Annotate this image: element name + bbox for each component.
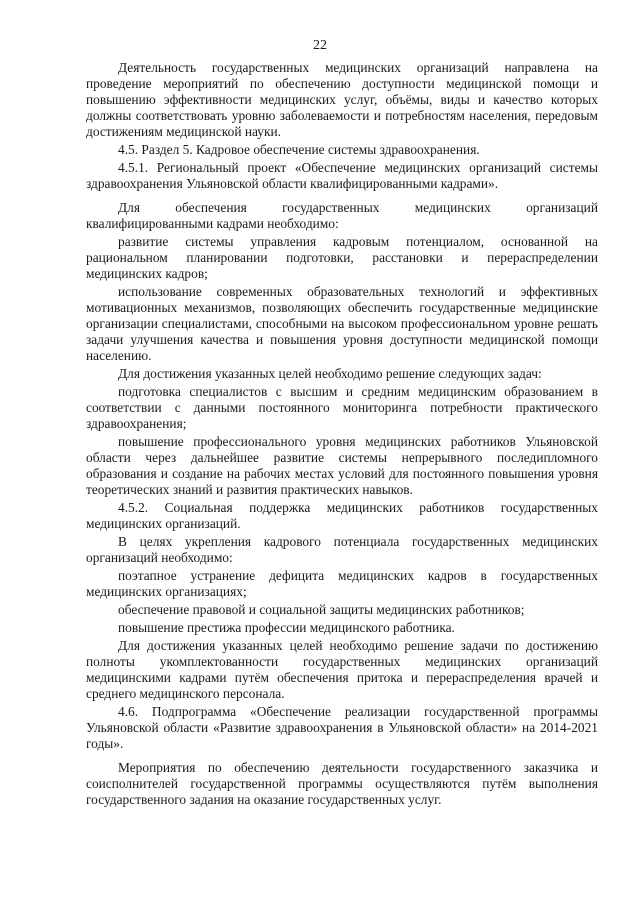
paragraph: Для достижения указанных целей необходимо решение задачи по достижению полноты укомплектованности государственных медицинских организаций медицинскими кадрами путём обеспечения притока и перераспределения врачей и среднего медицинского персонала. [86,638,598,701]
paragraph: Деятельность государственных медицинских организаций направлена на проведение мероприятий по обеспечению доступности медицинской помощи и повышению эффективности медицинских услуг, объёмы, виды и качество которых должны соответствовать уровню заболеваемости и потребностям населения, передовым достижениям медицинской науки. [86,60,598,139]
paragraph: Мероприятия по обеспечению деятельности государственного заказчика и соисполнителей государственной программы осуществляются путём выполнения государственного задания на оказание государственных услуг. [86,760,598,807]
list-item: повышение престижа профессии медицинского работника. [118,620,455,635]
section-heading: 4.6. Подпрограмма «Обеспечение реализации государственной программы Ульяновской области «Развитие здравоохранения в Ульяновской области» на 2014-2021 годы». [86,704,598,751]
subsection-heading: 4.5.1. Региональный проект «Обеспечение медицинских организаций системы здравоохранения Ульяновской области квалифицированными кадрами». [86,160,598,191]
subsection-heading: 4.5.2. Социальная поддержка медицинских работников государственных медицинских организаций. [86,500,598,531]
list-item: обеспечение правовой и социальной защиты медицинских работников; [118,602,525,617]
list-item: развитие системы управления кадровым потенциалом, основанной на рациональном планировании подготовки, расстановки и перераспределении медицинских кадров; [86,234,598,281]
paragraph: Для обеспечения государственных медицинских организаций квалифицированными кадрами необходимо: [86,200,598,231]
list-item: повышение профессионального уровня медицинских работников Ульяновской области через дальнейшее развитие системы непрерывного последипломного образования и создание на рабочих местах условий для постоянного повышения уровня теоретических знаний и развития практических навыков. [86,434,598,497]
section-heading: 4.5. Раздел 5. Кадровое обеспечение системы здравоохранения. [118,142,480,157]
paragraph: В целях укрепления кадрового потенциала государственных медицинских организаций необходимо: [86,534,598,565]
paragraph: Для достижения указанных целей необходимо решение следующих задач: [118,366,542,381]
page-number: 22 [313,38,327,53]
list-item: поэтапное устранение дефицита медицинских кадров в государственных медицинских организациях; [86,568,598,599]
document-body [86,60,598,810]
list-item: использование современных образовательных технологий и эффективных мотивационных механизмов, позволяющих обеспечить государственные медицинские организации специалистами, способными на высоком профессиональном уровне решать задачи улучшения качества и повышения уровня доступности медицинской помощи населению. [86,284,598,363]
list-item: подготовка специалистов с высшим и средним медицинским образованием в соответствии с данными постоянного мониторинга потребности практического здравоохранения; [86,384,598,431]
